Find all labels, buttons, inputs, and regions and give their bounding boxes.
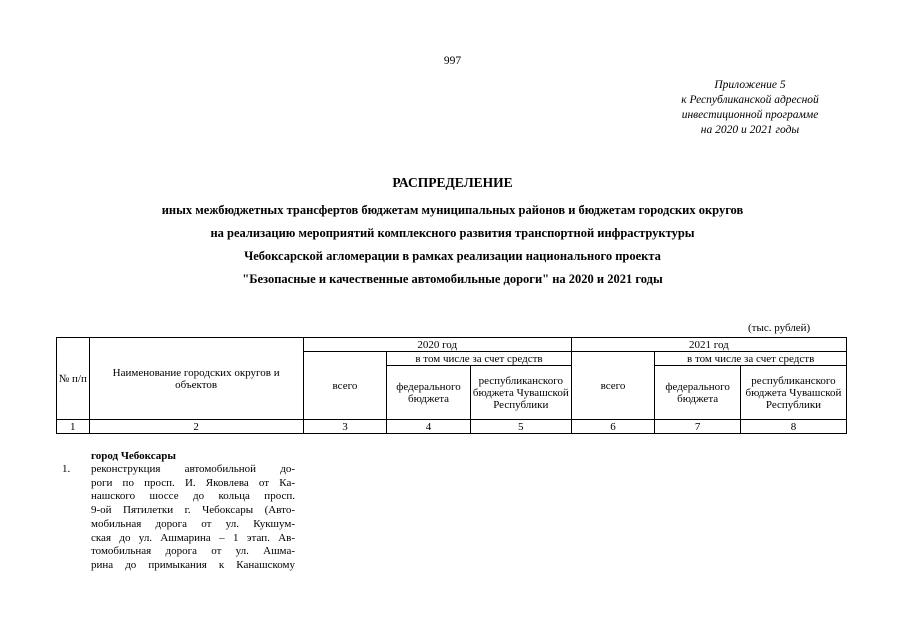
column-number: 8: [740, 420, 846, 434]
appendix-line: на 2020 и 2021 годы: [700, 124, 800, 136]
item-line: рина до примыкания к Канашскому: [91, 558, 295, 571]
subtitle-line: Чебоксарской агломерации в рамках реализации национального проекта: [244, 249, 661, 263]
item-line: реконструкция автомобильной до-: [91, 463, 295, 475]
subtitle-line: иных межбюджетных трансфертов бюджетам муниципальных районов и бюджетам городских округов: [161, 203, 744, 217]
subtitle-line: "Безопасные и качественные автомобильные дороги" на 2020 и 2021 годы: [242, 272, 663, 286]
header-including-2021: в том числе за счет средств: [655, 352, 847, 366]
subtitle-line: на реализацию мероприятий комплексного развития транспортной инфраструктуры: [210, 226, 695, 240]
header-number: № п/п: [57, 338, 90, 420]
appendix-line: Приложение 5: [714, 79, 786, 91]
column-number: 6: [571, 420, 655, 434]
column-number: 1: [57, 420, 90, 434]
header-name: Наименование городских округов и объектов: [89, 338, 303, 420]
header-republican-2021: республиканского бюджета Чувашской Республики: [740, 366, 846, 420]
page-number: 997: [443, 55, 462, 67]
distribution-table: [56, 337, 847, 434]
header-including-2020: в том числе за счет средств: [387, 352, 572, 366]
appendix-line: к Республиканской адресной: [681, 94, 819, 106]
item-line: роги по просп. И. Яковлева от Ка-: [91, 476, 295, 489]
header-total-2021: всего: [571, 352, 655, 420]
column-number: 2: [89, 420, 303, 434]
header-federal-2021: федерального бюджета: [655, 366, 741, 420]
item-number: 1.: [62, 463, 71, 475]
column-number: 4: [387, 420, 471, 434]
document-title: РАСПРЕДЕЛЕНИЕ: [392, 175, 513, 190]
document-subtitle: [0, 199, 905, 291]
column-number: 3: [303, 420, 387, 434]
header-total-2020: всего: [303, 352, 387, 420]
item-line: нашского шоссе до кольца просп.: [91, 490, 295, 503]
header-year-2020: 2020 год: [303, 338, 571, 352]
item-line: мобильная дорога от ул. Кукшум-: [91, 517, 295, 530]
item-line: томобильная дорога от ул. Ашма-: [91, 545, 295, 558]
item-description: [91, 463, 295, 573]
header-federal-2020: федерального бюджета: [387, 366, 471, 420]
units-note: (тыс. рублей): [748, 322, 811, 334]
header-year-2021: 2021 год: [571, 338, 846, 352]
column-number: 7: [655, 420, 741, 434]
appendix-note: [600, 78, 900, 138]
city-heading: город Чебоксары: [91, 450, 176, 462]
item-line: 9-ой Пятилетки г. Чебоксары (Авто-: [91, 504, 295, 517]
appendix-line: инвестиционной программе: [681, 109, 819, 121]
item-line: ская до ул. Ашмарина – 1 этап. Ав-: [91, 531, 295, 544]
column-number: 5: [470, 420, 571, 434]
header-republican-2020: республиканского бюджета Чувашской Республики: [470, 366, 571, 420]
